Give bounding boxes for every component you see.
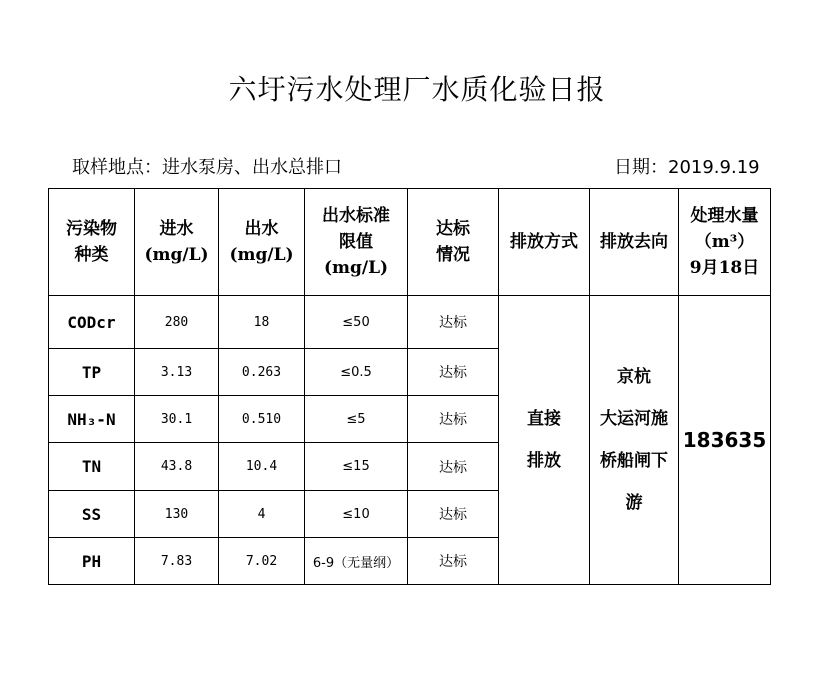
header-row bbox=[49, 189, 771, 296]
pollutant-name: NH₃-N bbox=[49, 396, 135, 443]
header-pollutant: 污染物 种类 bbox=[49, 189, 135, 296]
limit-value: ≤5 bbox=[305, 396, 408, 443]
limit-value: ≤0.5 bbox=[305, 349, 408, 396]
pollutant-name: SS bbox=[49, 491, 135, 538]
effluent-value: 18 bbox=[219, 296, 305, 349]
effluent-value: 7.02 bbox=[219, 538, 305, 585]
limit-value: ≤10 bbox=[305, 491, 408, 538]
influent-value: 130 bbox=[135, 491, 219, 538]
effluent-value: 4 bbox=[219, 491, 305, 538]
header-discharge-method: 排放方式 bbox=[499, 189, 590, 296]
influent-value: 43.8 bbox=[135, 443, 219, 491]
water-quality-table bbox=[48, 188, 771, 585]
report-title: 六圩污水处理厂水质化验日报 bbox=[228, 73, 606, 106]
influent-value: 7.83 bbox=[135, 538, 219, 585]
pollutant-name: TN bbox=[49, 443, 135, 491]
pollutant-name: TP bbox=[49, 349, 135, 396]
report-date: 日期：2019.9.19 bbox=[614, 157, 760, 178]
compliance-status: 达标 bbox=[408, 491, 499, 538]
influent-value: 280 bbox=[135, 296, 219, 349]
limit-value: ≤15 bbox=[305, 443, 408, 491]
effluent-value: 0.510 bbox=[219, 396, 305, 443]
header-compliance: 达标 情况 bbox=[408, 189, 499, 296]
pollutant-name: CODcr bbox=[49, 296, 135, 349]
volume-value: 183635 bbox=[679, 296, 771, 585]
compliance-status: 达标 bbox=[408, 296, 499, 349]
effluent-value: 10.4 bbox=[219, 443, 305, 491]
sampling-location: 取样地点：进水泵房、出水总排口 bbox=[72, 157, 342, 178]
limit-value: 6-9（无量纲） bbox=[305, 538, 408, 585]
pollutant-name: PH bbox=[49, 538, 135, 585]
compliance-status: 达标 bbox=[408, 538, 499, 585]
effluent-value: 0.263 bbox=[219, 349, 305, 396]
header-influent: 进水 (mg/L) bbox=[135, 189, 219, 296]
table-row bbox=[49, 296, 771, 349]
header-volume: 处理水量 （m³） 9月18日 bbox=[679, 189, 771, 296]
compliance-status: 达标 bbox=[408, 349, 499, 396]
discharge-destination-value: 京杭 大运河施 桥船闸下 游 bbox=[590, 296, 679, 585]
limit-value: ≤50 bbox=[305, 296, 408, 349]
compliance-status: 达标 bbox=[408, 396, 499, 443]
influent-value: 30.1 bbox=[135, 396, 219, 443]
discharge-method-value: 直接 排放 bbox=[499, 296, 590, 585]
header-limit: 出水标准 限值 (mg/L) bbox=[305, 189, 408, 296]
header-effluent: 出水 (mg/L) bbox=[219, 189, 305, 296]
compliance-status: 达标 bbox=[408, 443, 499, 491]
influent-value: 3.13 bbox=[135, 349, 219, 396]
header-discharge-destination: 排放去向 bbox=[590, 189, 679, 296]
